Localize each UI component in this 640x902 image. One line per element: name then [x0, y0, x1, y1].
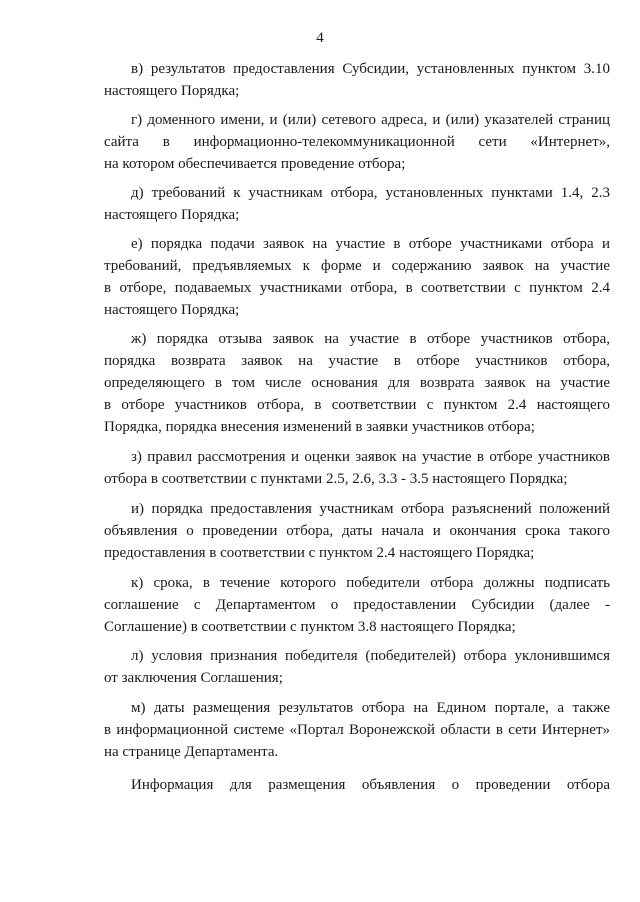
paragraph	[104, 58, 610, 102]
text-line: з) правил рассмотрения и оценки заявок на участие в отборе участников	[131, 449, 610, 465]
paragraph	[104, 182, 610, 226]
text-line: порядка возврата заявок на участие в отборе участников отбора,	[104, 353, 610, 369]
text-line: к) срока, в течение которого победители отбора должны подписать	[131, 575, 610, 591]
text-line: в) результатов предоставления Субсидии, установленных пунктом 3.10	[131, 61, 610, 77]
text-line: в информационной системе «Портал Воронежской области в сети Интернет»	[104, 722, 610, 738]
text-line: требований, предъявляемых к форме и содержанию заявок на участие	[104, 258, 610, 274]
text-line: и) порядка предоставления участникам отбора разъяснений положений	[131, 501, 610, 517]
text-line: объявления о проведении отбора, даты начала и окончания срока такого	[104, 523, 610, 539]
document-body	[104, 58, 610, 796]
paragraph	[104, 328, 610, 438]
paragraph	[104, 774, 610, 796]
text-line: настоящего Порядка;	[104, 83, 240, 99]
text-line: определяющего в том числе основания для возврата заявок на участие	[104, 375, 610, 391]
paragraph	[104, 645, 610, 689]
paragraph	[104, 109, 610, 175]
text-line: от заключения Соглашения;	[104, 670, 283, 686]
text-line: в отборе участников отбора, в соответствии с пунктом 2.4 настоящего	[104, 397, 610, 413]
text-line: м) даты размещения результатов отбора на Едином портале, а также	[131, 700, 610, 716]
paragraph	[104, 498, 610, 564]
text-line: д) требований к участникам отбора, установленных пунктами 1.4, 2.3	[131, 185, 610, 201]
text-line: е) порядка подачи заявок на участие в отборе участниками отбора и	[131, 236, 610, 252]
paragraph	[104, 233, 610, 321]
text-line: г) доменного имени, и (или) сетевого адреса, и (или) указателей страниц	[131, 112, 610, 128]
text-line: сайта в информационно-телекоммуникационной сети «Интернет»,	[104, 134, 610, 150]
text-line: на странице Департамента.	[104, 744, 279, 760]
text-line: л) условия признания победителя (победителей) отбора уклонившимся	[131, 648, 610, 664]
text-line: ж) порядка отзыва заявок на участие в отборе участников отбора,	[131, 331, 610, 347]
text-line: Порядка, порядка внесения изменений в заявки участников отбора;	[104, 419, 535, 435]
text-line: Соглашение) в соответствии с пунктом 3.8 настоящего Порядка;	[104, 619, 516, 635]
paragraph	[104, 697, 610, 763]
text-line: в отборе, подаваемых участниками отбора, в соответствии с пунктом 2.4	[104, 280, 610, 296]
text-line: отбора в соответствии с пунктами 2.5, 2.6, 3.3 - 3.5 настоящего Порядка;	[104, 471, 568, 487]
text-line: соглашение с Департаментом о предоставлении Субсидии (далее -	[104, 597, 610, 613]
page-number: 4	[316, 30, 324, 46]
paragraph	[104, 446, 610, 490]
text-line: на котором обеспечивается проведение отбора;	[104, 156, 406, 172]
text-line: Информация для размещения объявления о проведении отбора	[131, 777, 610, 793]
paragraph	[104, 572, 610, 638]
text-line: предоставления в соответствии с пунктом 2.4 настоящего Порядка;	[104, 545, 535, 561]
text-line: настоящего Порядка;	[104, 207, 240, 223]
text-line: настоящего Порядка;	[104, 302, 240, 318]
